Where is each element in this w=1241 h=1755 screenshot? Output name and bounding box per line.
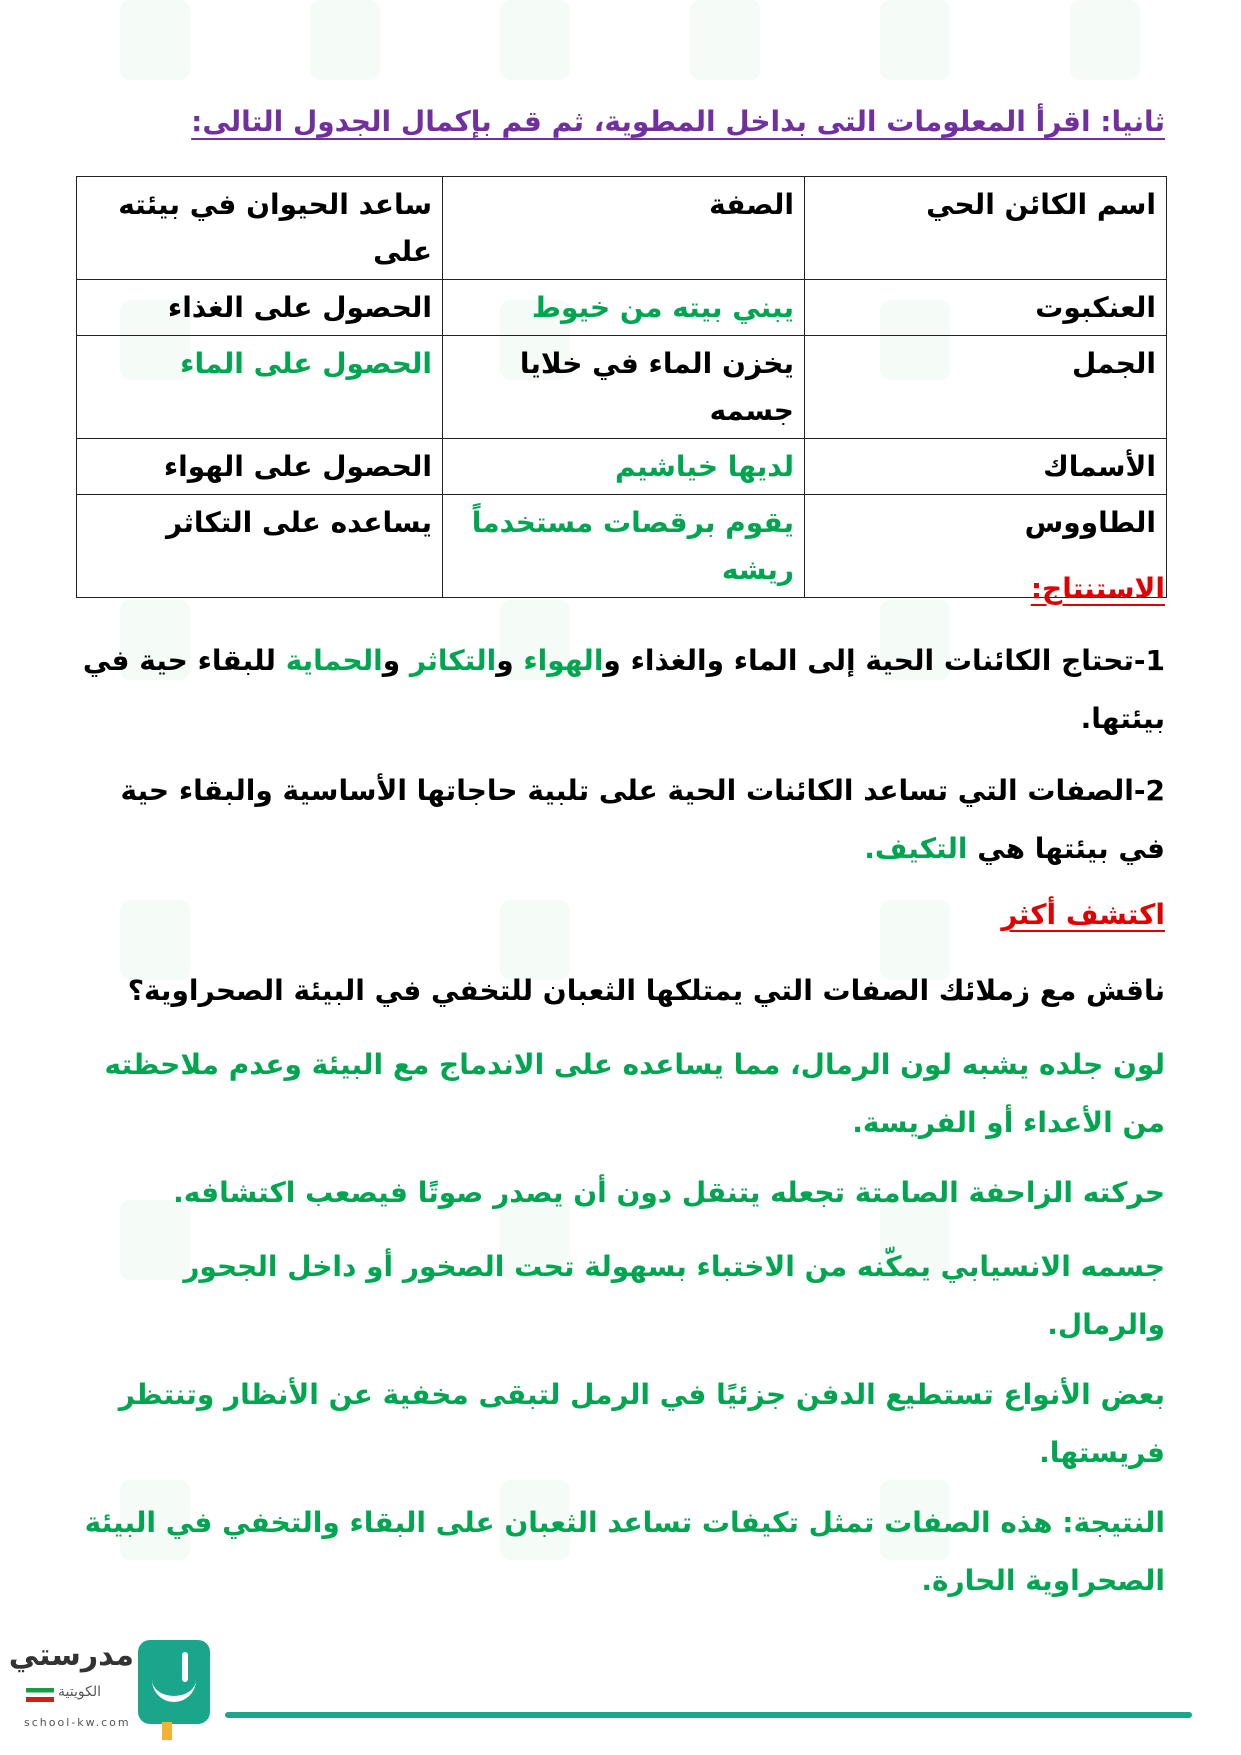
- kuwait-flag-icon: [26, 1688, 54, 1702]
- traits-table: [76, 176, 1167, 598]
- cell-helps: الحصول على الماء: [77, 336, 443, 439]
- cell-name: العنكبوت: [805, 280, 1167, 336]
- logo-url: school-kw.com: [24, 1716, 131, 1729]
- cell-helps: الحصول على الهواء: [77, 439, 443, 495]
- conclusion-point-1: [76, 632, 1165, 748]
- table-row: [77, 439, 1167, 495]
- text-run: و: [496, 644, 524, 677]
- logo-pencil-icon: [162, 1722, 172, 1740]
- answer-item: النتيجة: هذه الصفات تمثل تكيفات تساعد الثعبان على البقاء والتخفي في البيئة الصحراوية الحارة.: [84, 1506, 1165, 1597]
- highlight-protection: الحماية: [285, 644, 383, 677]
- logo-name: مدرستي: [8, 1638, 134, 1673]
- text-run: 2-الصفات التي تساعد الكائنات الحية على تلبية حاجاتها الأساسية والبقاء حية في بيئتها هي: [120, 774, 1165, 865]
- explore-heading: اكتشف أكثر: [1001, 898, 1165, 931]
- section-title: ثانيا: اقرأ المعلومات التى بداخل المطوية، ثم قم بإكمال الجدول التالى:: [191, 105, 1165, 138]
- table-row: [77, 495, 1167, 598]
- header-helps: ساعد الحيوان في بيئته على: [77, 177, 443, 280]
- answer-item: حركته الزاحفة الصامتة تجعله يتنقل دون أن يصدر صوتًا فيصعب اكتشافه.: [173, 1176, 1165, 1209]
- logo-subtitle: الكويتية: [58, 1684, 101, 1700]
- cell-name: الأسماك: [805, 439, 1167, 495]
- highlight-air: الهواء: [523, 644, 604, 677]
- conclusion-point-2: [76, 762, 1165, 878]
- answer-item: جسمه الانسيابي يمكّنه من الاختباء بسهولة تحت الصخور أو داخل الجحور والرمال.: [183, 1250, 1165, 1341]
- table-row: [77, 336, 1167, 439]
- cell-trait: يبني بيته من خيوط: [443, 280, 805, 336]
- cell-trait: يخزن الماء في خلايا جسمه: [443, 336, 805, 439]
- cell-helps: الحصول على الغذاء: [77, 280, 443, 336]
- footer-divider: [225, 1712, 1192, 1718]
- highlight-reproduction: التكاثر: [409, 644, 497, 677]
- text-run: للبقاء حية في بيئتها.: [82, 644, 1165, 735]
- cell-name: الجمل: [805, 336, 1167, 439]
- cell-trait: لديها خياشيم: [443, 439, 805, 495]
- text-run: 1-تحتاج الكائنات الحية إلى الماء والغذاء و: [603, 644, 1165, 677]
- answer-item: بعض الأنواع تستطيع الدفن جزئيًا في الرمل لتبقى مخفية عن الأنظار وتنتظر فريستها.: [118, 1378, 1165, 1469]
- table-row: [77, 280, 1167, 336]
- logo-mark-icon: [182, 1652, 188, 1682]
- explore-question: ناقش مع زملائك الصفات التي يمتلكها الثعبان للتخفي في البيئة الصحراوية؟: [127, 974, 1165, 1007]
- table-header-row: [77, 177, 1167, 280]
- header-name: اسم الكائن الحي: [805, 177, 1167, 280]
- cell-name: الطاووس: [805, 495, 1167, 598]
- text-run: و: [382, 644, 410, 677]
- cell-helps: يساعده على التكاثر: [77, 495, 443, 598]
- answer-item: لون جلده يشبه لون الرمال، مما يساعده على الاندماج مع البيئة وعدم ملاحظته من الأعداء أو الفريسة.: [104, 1048, 1165, 1139]
- highlight-adaptation: التكيف.: [864, 832, 968, 865]
- conclusion-heading: الاستنتاج:: [1030, 572, 1165, 605]
- cell-trait: يقوم برقصات مستخدماً ريشه: [443, 495, 805, 598]
- header-trait: الصفة: [443, 177, 805, 280]
